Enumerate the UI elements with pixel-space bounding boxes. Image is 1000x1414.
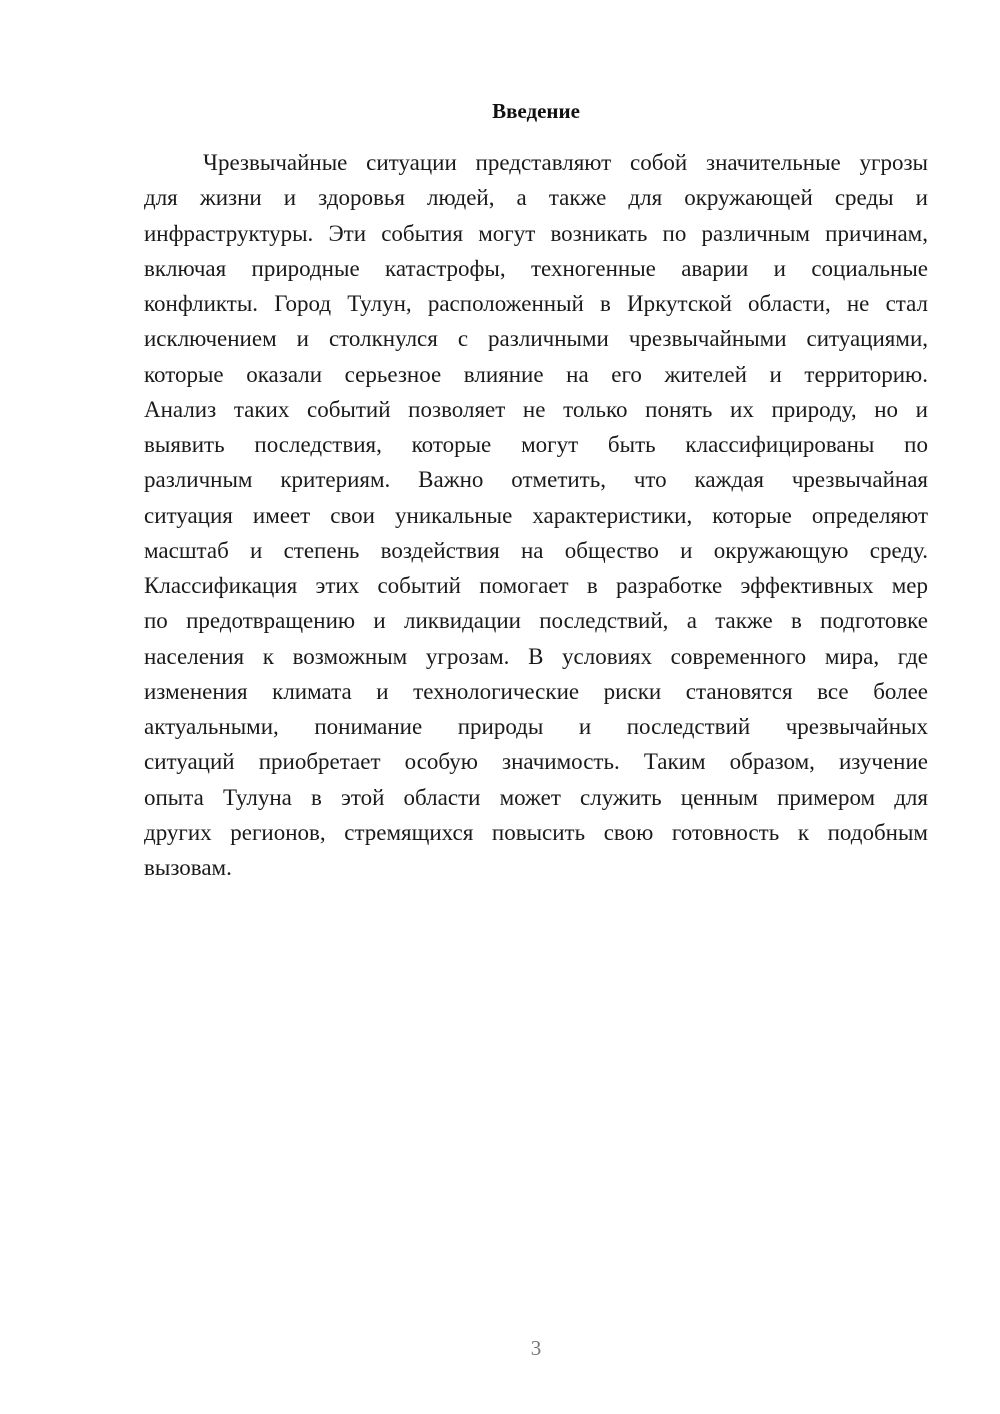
paragraph-line: исключением и столкнулся с различными чрезвычайными ситуациями, [144,326,928,352]
paragraph-line: населения к возможным угрозам. В условиях современного мира, где [144,643,928,669]
paragraph-line: для жизни и здоровья людей, а также для окружающей среды и [144,185,928,211]
paragraph-line: по предотвращению и ликвидации последствий, а также в подготовке [144,608,928,634]
paragraph-line: конфликты. Город Тулун, расположенный в Иркутской области, не стал [144,291,928,316]
paragraph-line: Чрезвычайные ситуации представляют собой значительные угрозы [203,150,928,175]
paragraph-line: других регионов, стремящихся повысить свою готовность к подобным [144,819,928,845]
paragraph-line: Классификация этих событий помогает в разработке эффективных мер [144,573,928,598]
paragraph-line: инфраструктуры. Эти события могут возникать по различным причинам, [144,220,928,246]
body-paragraph [144,145,928,885]
paragraph-line: опыта Тулуна в этой области может служить ценным примером для [144,784,928,810]
paragraph-line: масштаб и степень воздействия на общество и окружающую среду. [144,537,928,563]
paragraph-line: изменения климата и технологические риски становятся все более [144,678,928,704]
paragraph-line: включая природные катастрофы, техногенные аварии и социальные [144,255,928,281]
paragraph-line: актуальными, понимание природы и последствий чрезвычайных [144,714,928,739]
paragraph-line: Анализ таких событий позволяет не только понять их природу, но и [144,396,928,422]
paragraph-line: ситуаций приобретает особую значимость. Таким образом, изучение [144,749,928,775]
paragraph-line: которые оказали серьезное влияние на его жителей и территорию. [144,361,928,387]
page-number: 3 [530,1336,542,1360]
page-title: Введение [492,99,580,123]
paragraph-line: различным критериям. Важно отметить, что каждая чрезвычайная [144,467,928,493]
paragraph-line: вызовам. [144,855,232,880]
paragraph-line: выявить последствия, которые могут быть классифицированы по [144,432,928,457]
paragraph-line: ситуация имеет свои уникальные характеристики, которые определяют [144,502,928,528]
